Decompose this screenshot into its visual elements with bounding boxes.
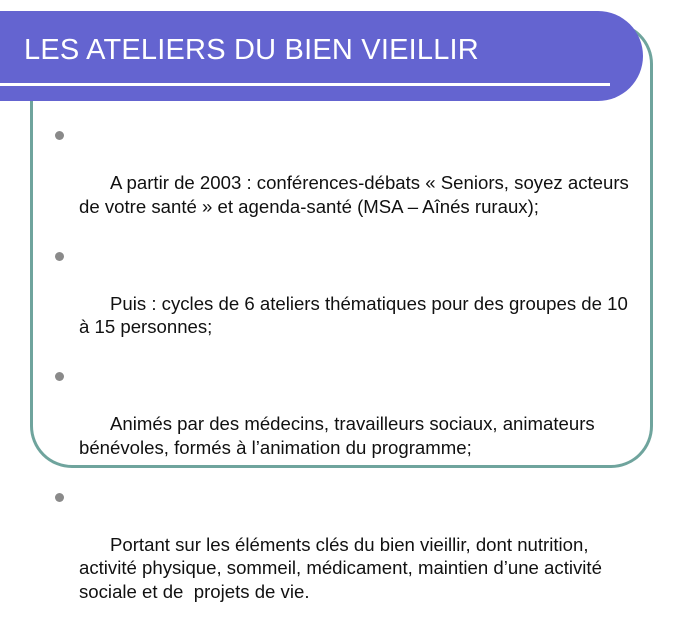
bullet-dot-icon [55,131,64,140]
bullet-text: Portant sur les éléments clés du bien vieillir, dont nutrition, activité physique, sommeil, médicament, maintien d’une activité sociale et de projets de vie. [79,533,608,602]
bullet-dot-icon [55,372,64,381]
bullet-item [54,124,634,242]
bullet-item [54,365,634,483]
bullet-text: Animés par des médecins, travailleurs sociaux, animateurs bénévoles, formés à l’animation du programme; [79,413,600,458]
bullet-item [54,245,634,363]
title-bar [0,11,643,101]
bullet-text: A partir de 2003 : conférences-débats « Seniors, soyez acteurs de votre santé » et agenda-santé (MSA – Aînés ruraux); [79,172,635,217]
bullet-item [54,486,634,627]
bullet-dot-icon [55,493,64,502]
bullet-list [54,124,634,630]
title-underline [0,83,610,86]
slide-title: LES ATELIERS DU BIEN VIEILLIR [24,34,479,66]
bullet-dot-icon [55,252,64,261]
bullet-text: Puis : cycles de 6 ateliers thématiques pour des groupes de 10 à 15 personnes; [79,292,634,337]
